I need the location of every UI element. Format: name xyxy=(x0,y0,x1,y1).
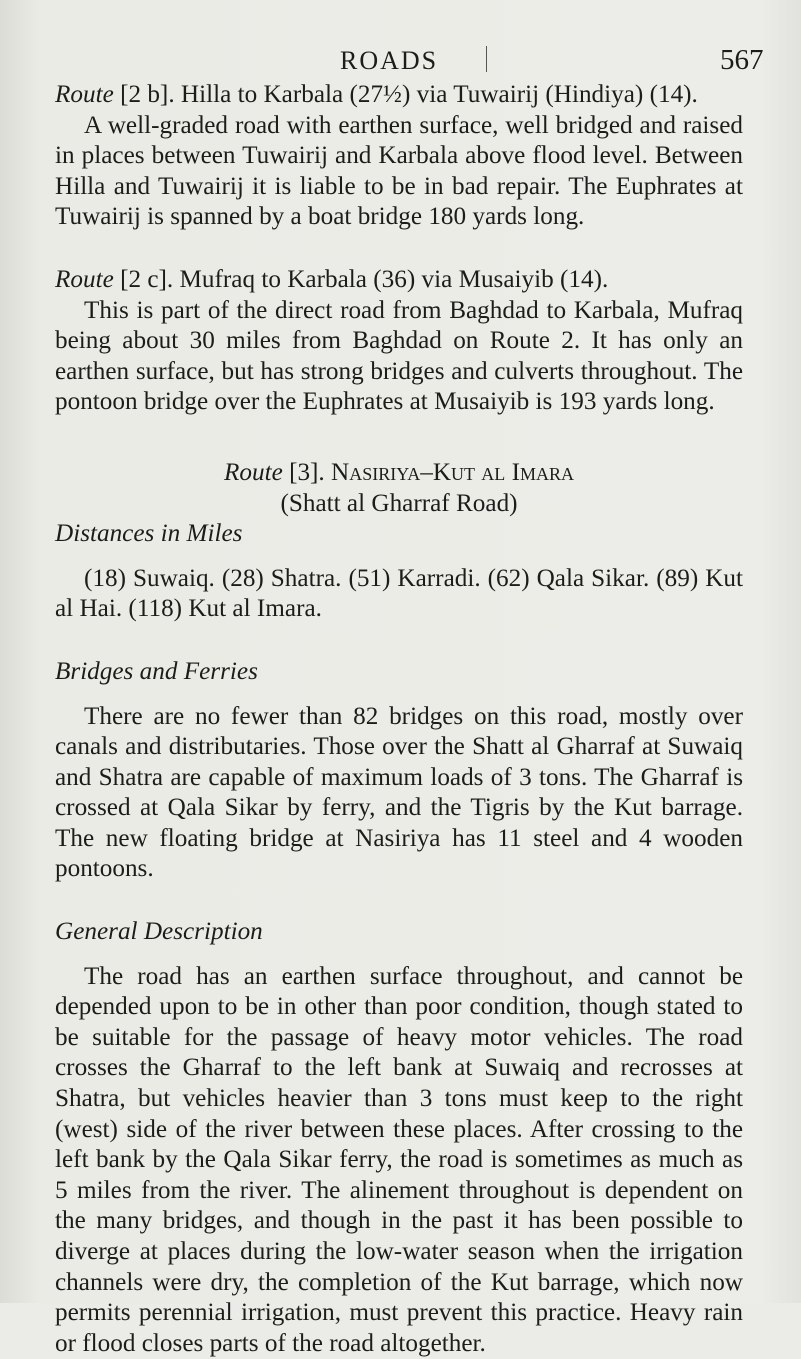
route-2c-body: This is part of the direct road from Baghdad to Karbala, Mufraq being about 30 miles from Baghdad on Route 2. It has only an earthen surface, but has strong bridges and culverts throughout. The pontoon bridge over the Euphrates at Musaiyib is 193 yards long. xyxy=(55,296,743,416)
route-3-subtitle: (Shatt al Gharraf Road) xyxy=(280,489,518,517)
route-2b-label: Route xyxy=(55,81,114,108)
general-description-body: The road has an earthen surface throughout, and cannot be depended upon to be in other than poor condition, though stated to be suitable for the passage of heavy motor vehicles. The road crosses the Gharraf to the left bank at Suwaiq and recrosses at Shatra, but vehicles heavier than 3 tons must keep to the right (west) side of the river between these places. After crossing to the left bank by the Qala Sikar ferry, the road is sometimes as much as 5 miles from the river. The alinement throughout is dependent on the many bridges, and though in the past it has been possible to diverge at places during the low-water season when the irrigation channels were dry, the completion of the Kut barrage, which now permits perennial irrigation, must prevent this practice. Heavy rain or flood closes parts of the road altogether. xyxy=(55,962,743,1357)
distances-heading: Distances in Miles xyxy=(55,520,243,548)
spacer xyxy=(55,233,743,265)
route-3-ref: [3]. xyxy=(289,458,325,486)
route-2b-ref: [2 b]. xyxy=(120,81,175,108)
route-2b-heading xyxy=(55,80,743,111)
route-3-title: Nasiriya–Kut al Imara xyxy=(331,458,574,486)
running-head-divider xyxy=(486,46,487,72)
route-2b-title: Hilla to Karbala (27½) via Tuwairij (Hindiya) (14). xyxy=(180,81,698,108)
bridges-heading: Bridges and Ferries xyxy=(55,657,258,685)
route-2c-title: Mufraq to Karbala (36) via Musaiyib (14). xyxy=(179,265,609,293)
distances-list: (18) Suwaiq. (28) Shatra. (51) Karradi. (62) Qala Sikar. (89) Kut al Hai. (118) Kut al Imara. xyxy=(55,564,743,623)
route-2c-heading xyxy=(55,265,743,296)
running-head-title: ROADS xyxy=(340,46,439,75)
spacer xyxy=(55,418,743,458)
page-content xyxy=(55,80,743,1359)
page-number: 567 xyxy=(720,44,764,76)
route-3-label: Route xyxy=(224,458,283,486)
bridges-body: There are no fewer than 82 bridges on this road, mostly over canals and distributaries. Those over the Shatt al Gharraf at Suwaiq and Shatra are capable of maximum loads of 3 tons. The Gharraf is crossed at Qala Sikar by ferry, and the Tigris by the Kut barrage. The new floating bridge at Nasiriya has 11 steel and 4 wooden pontoons. xyxy=(55,702,743,883)
spacer xyxy=(55,625,743,657)
route-2c-label: Route xyxy=(55,265,114,293)
route-2c-ref: [2 c]. xyxy=(120,265,174,293)
general-description-heading: General Description xyxy=(55,918,263,946)
spacer xyxy=(55,885,743,917)
running-head xyxy=(0,42,801,78)
route-2b-body: A well-graded road with earthen surface, well bridged and raised in places between Tuwairij and Karbala above flood level. Between Hilla and Tuwairij it is liable to be in bad repair. The Euphrates at Tuwairij is spanned by a boat bridge 180 yards long. xyxy=(55,111,743,231)
route-3-heading xyxy=(55,458,743,489)
